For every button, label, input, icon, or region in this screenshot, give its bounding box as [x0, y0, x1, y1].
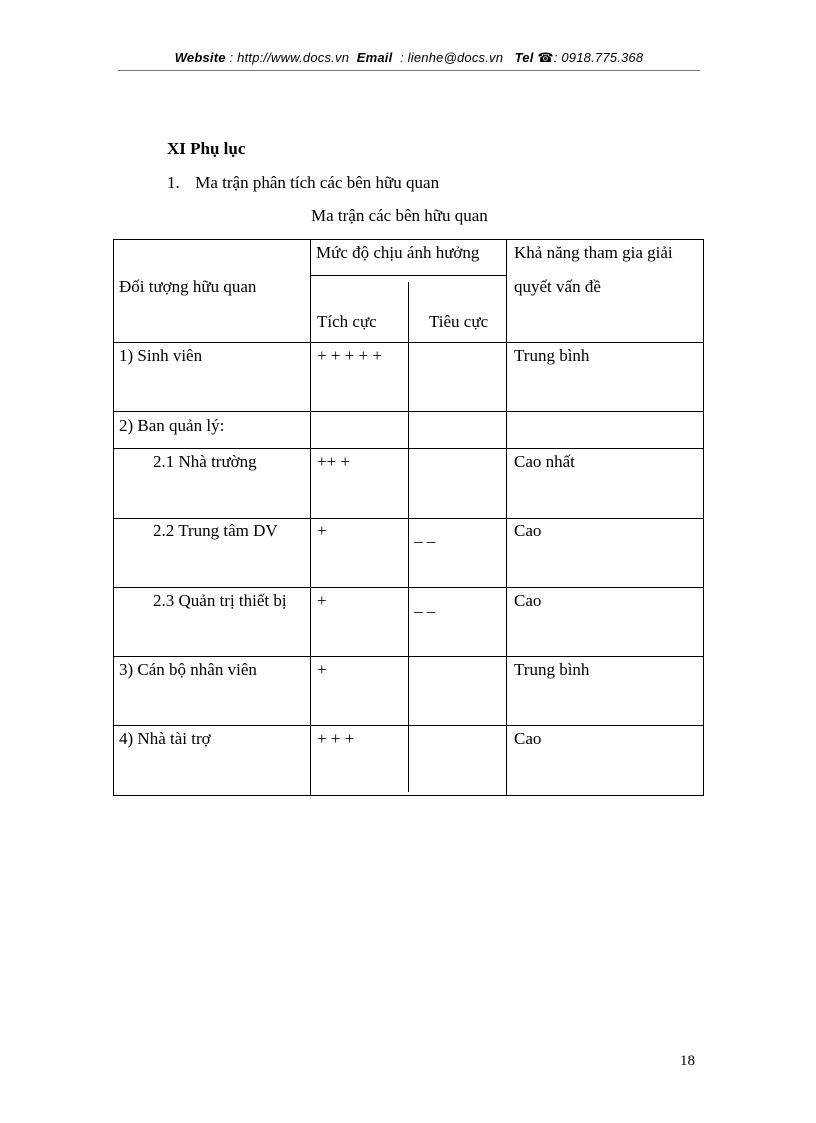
header-divider	[118, 70, 700, 71]
row-name: 1) Sinh viên	[119, 346, 203, 365]
table-border-top	[113, 239, 704, 240]
row-name: 2.1 Nhà trường	[153, 452, 257, 471]
row-capability: Cao	[514, 591, 542, 610]
row-name: 3) Cán bộ nhân viên	[119, 660, 257, 679]
row-negative: _ _	[414, 596, 436, 615]
row-divider	[113, 587, 704, 588]
website-value: : http://www.docs.vn	[229, 50, 350, 65]
row-positive: +	[317, 521, 327, 540]
row-divider	[113, 448, 704, 449]
row-positive: +	[317, 591, 327, 610]
row-capability: Cao nhất	[514, 452, 575, 471]
row-divider	[113, 518, 704, 519]
section-title: XI Phụ lục	[167, 139, 246, 158]
col-divider-2	[408, 282, 409, 792]
website-label: Website	[174, 50, 226, 65]
table-border-bottom	[113, 795, 704, 796]
page-header	[118, 50, 700, 66]
row-name: 2) Ban quản lý:	[119, 416, 225, 435]
list-item	[167, 173, 439, 193]
row-name: 2.2 Trung tâm DV	[153, 521, 278, 540]
row-positive: + + + + +	[317, 346, 382, 365]
row-negative: _ _	[414, 526, 436, 545]
page-number: 18	[680, 1053, 695, 1069]
header-impact: Mức độ chịu ánh hưởng	[316, 243, 480, 262]
table-caption: Ma trận các bên hữu quan	[311, 206, 488, 225]
list-item-text: Ma trận phân tích các bên hữu quan	[195, 173, 440, 192]
header-capability-line2: quyết vấn đề	[514, 277, 601, 296]
header-negative: Tiêu cực	[429, 312, 489, 331]
row-divider	[113, 725, 704, 726]
row-divider	[113, 342, 704, 343]
row-name: 2.3 Quản trị thiết bị	[153, 591, 287, 610]
header-positive: Tích cực	[317, 312, 377, 331]
row-capability: Cao	[514, 729, 542, 748]
tel-label: Tel	[514, 50, 534, 65]
row-divider	[113, 656, 704, 657]
subheader-line	[310, 275, 506, 276]
row-positive: ++ +	[317, 452, 351, 471]
phone-icon: ☎	[537, 50, 554, 65]
tel-value: : 0918.775.368	[553, 50, 644, 65]
email-label: Email	[356, 50, 393, 65]
row-name: 4) Nhà tài trợ	[119, 729, 211, 748]
row-capability: Trung bình	[514, 346, 590, 365]
row-positive: +	[317, 660, 327, 679]
row-capability: Cao	[514, 521, 542, 540]
email-value: : lienhe@docs.vn	[400, 50, 504, 65]
row-capability: Trung bình	[514, 660, 590, 679]
row-divider	[113, 411, 704, 412]
header-stakeholder: Đối tượng hữu quan	[119, 277, 257, 296]
row-positive: + + +	[317, 729, 355, 748]
header-capability-line1: Khả năng tham gia giải	[514, 243, 673, 262]
list-item-number: 1.	[167, 173, 180, 192]
